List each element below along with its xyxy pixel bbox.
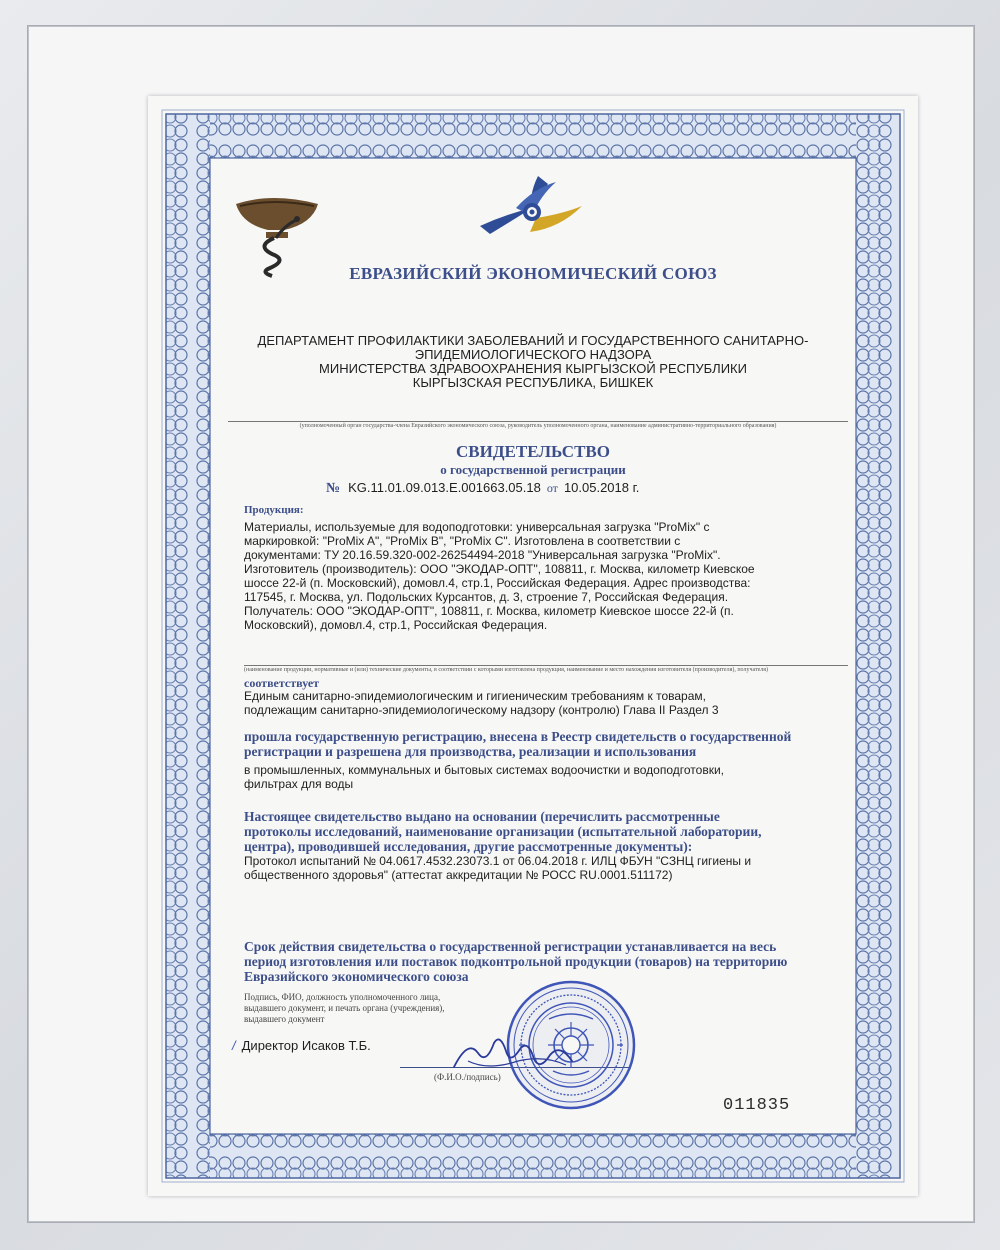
signature-icon [448,1031,588,1081]
fio-caption: (Ф.И.О./подпись) [434,1072,501,1082]
product-line: Получатель: ООО "ЭКОДАР-ОПТ", 108811, г. Москва, километр Киевское шоссе 22-й (п. [244,604,734,618]
product-line: маркировкой: "ProMix A", "ProMix B", "ProMix C". Изготовлена в соответствии с [244,534,681,548]
validity-line: период изготовления или поставок подконтрольной продукции (товаров) на территорию [244,954,788,969]
signature-caption [244,992,445,1025]
registration-bold-line: прошла государственную регистрацию, внесена в Реестр свидетельств о государственной [244,729,792,744]
department-line: ДЕПАРТАМЕНТ ПРОФИЛАКТИКИ ЗАБОЛЕВАНИЙ И ГОСУДАРСТВЕННОГО САНИТАРНО- [257,333,809,348]
serial-number: 011835 [723,1096,791,1115]
validity-line: Срок действия свидетельства о государственной регистрации устанавливается на весь [244,939,777,954]
department-line: ЭПИДЕМИОЛОГИЧЕСКОГО НАДЗОРА [414,347,652,362]
registration-usage [244,763,854,791]
conformity-text [244,689,844,717]
validity-line: Евразийского экономического союза [244,969,469,984]
product-heading: Продукция: [244,504,304,516]
product-caption: (наименование продукции, нормативные и (или) технические документы, в соответствии с которыми изготовлена продукция, наименование и место нахождения изготовителя (производителя), получателя) [244,665,848,673]
product-line: документами: ТУ 20.16.59.320-002-26254494-2018 "Универсальная загрузка "ProMix". [244,548,721,562]
certificate-title: СВИДЕТЕЛЬСТВО [456,442,610,461]
frame-mat [28,26,974,1222]
department-line: МИНИСТЕРСТВА ЗДРАВООХРАНЕНИЯ КЫРГЫЗСКОЙ РЕСПУБЛИКИ [319,361,747,376]
registration-number: KG.11.01.09.013.E.001663.05.18 [348,480,541,495]
basis-protocol [244,854,854,882]
signature-caption-line: Подпись, ФИО, должность уполномоченного лица, [244,992,441,1002]
certificate-subtitle: о государственной регистрации [440,462,626,477]
registration-line: в промышленных, коммунальных и бытовых системах водоочистки и водоподготовки, [244,763,724,777]
product-line: Изготовитель (производитель): ООО "ЭКОДАР-ОПТ", 108811, г. Москва, километр Киевское [244,562,755,576]
union-title: ЕВРАЗИЙСКИЙ ЭКОНОМИЧЕСКИЙ СОЮЗ [349,264,717,283]
signature-caption-line: выдавшего документ, и печать органа (учреждения), [244,1003,445,1013]
certificate-paper [148,96,918,1196]
product-line: шоссе 22-й (п. Московский), домовл.4, стр.1, Российская Федерация. Адрес производства: [244,576,751,590]
basis-line: общественного здоровья" (аттестат аккредитации № РОСС RU.0001.511172) [244,868,673,882]
conformity-heading: соответствует [244,676,320,690]
basis-bold-line: центра), проводившей исследования, другие рассмотренные документы): [244,839,693,854]
basis-bold-line: Настоящее свидетельство выдано на основании (перечислить рассмотренные [244,809,720,824]
signer-name: / Директор Исаков Т.Б. [232,1038,371,1053]
conformity-line: Единым санитарно-эпидемиологическим и гигиеническим требованиям к товарам, [244,689,706,703]
product-line: Материалы, используемые для водоподготовки: универсальная загрузка "ProMix" с [244,520,710,534]
registration-bold-line: регистрации и разрешена для производства, реализации и использования [244,744,697,759]
department-line: КЫРГЫЗСКАЯ РЕСПУБЛИКА, БИШКЕК [412,375,654,390]
registration-statement [244,729,854,759]
registration-number-line [326,480,639,497]
basis-bold-line: протоколы исследований, наименование организации (испытательной лаборатории, [244,824,762,839]
signer-name-text: Директор Исаков Т.Б. [241,1038,371,1053]
validity-statement [244,939,854,984]
date-prefix: от [546,481,558,495]
registration-line: фильтрах для воды [244,777,354,791]
basis-line: Протокол испытаний № 04.0617.4532.23073.1 от 06.04.2018 г. ИЛЦ ФБУН "СЗНЦ гигиены и [244,854,752,868]
product-line: 117545, г. Москва, ул. Подольских Курсантов, д. 3, строение 7, Российская Федерация. [244,590,729,604]
number-symbol: № [326,481,341,496]
department-block [208,334,858,390]
signature-caption-line: выдавшего документ [244,1014,325,1024]
product-description [244,520,844,632]
basis-statement [244,809,854,854]
product-line: Московский), домовл.4, стр.1, Российская Федерация. [244,618,548,632]
eaeu-logo-icon [476,168,586,246]
registration-date: 10.05.2018 г. [563,480,640,495]
department-caption: (уполномоченный орган государства-члена Евразийского экономического союза, руководитель уполномоченного органа, наименование административно-территориального образования) [228,421,848,429]
conformity-line: подлежащим санитарно-эпидемиологическому надзору (контролю) Глава II Раздел 3 [244,703,719,717]
